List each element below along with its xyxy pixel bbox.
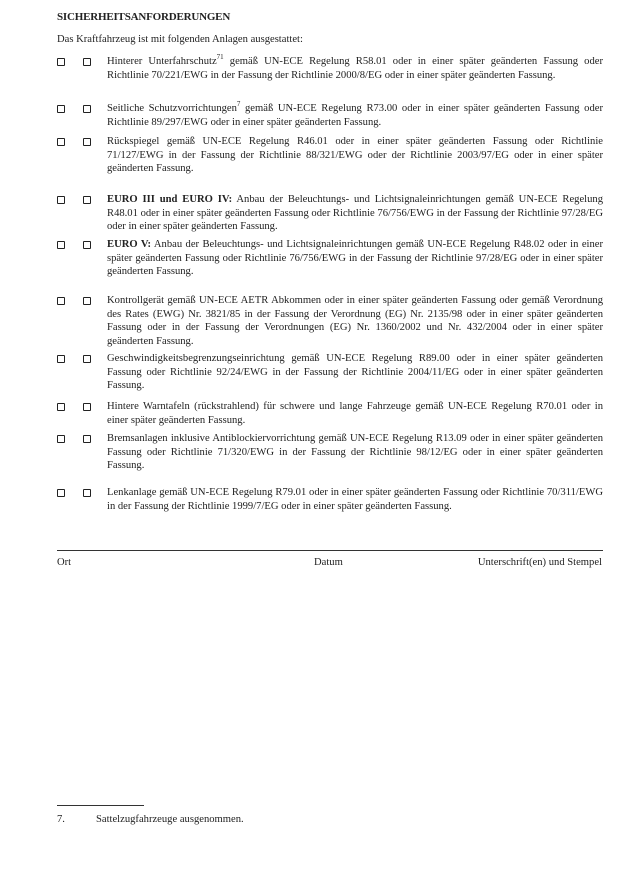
requirement-body: Rückspiegel gemäß UN-ECE Regelung R46.01 oder in einer später geänderten Fassung oder Richtlinie 71/127/EWG in der Fassung der Richtlinie 88/321/EWG oder der Richtlinie 2003/97/EG oder in einer später geänderten Fassung.: [107, 136, 603, 175]
place-label: Ort: [57, 557, 72, 568]
requirement-body: gemäß UN-ECE Regelung R58.01 oder in einer später geänderten Fassung oder Richtlinie 70/221/EWG in der Fassung der Richtlinie 2000/8/EG oder in einer später geänderten Fassung.: [107, 56, 604, 81]
requirement-item: [57, 193, 603, 234]
checkbox-2[interactable]: [83, 489, 91, 497]
intro-text: Das Kraftfahrzeug ist mit folgenden Anlagen ausgestattet:: [57, 34, 303, 45]
requirement-body: Hintere Warntafeln (rückstrahlend) für schwere und lange Fahrzeuge gemäß UN-ECE Regelung R70.01 oder in einer später geänderten Fassung.: [107, 401, 603, 426]
checkbox-1[interactable]: [57, 355, 65, 363]
requirement-item: [57, 400, 603, 427]
footnote-text: Sattelzugfahrzeuge ausgenommen.: [96, 814, 244, 825]
requirement-text: [107, 352, 603, 393]
requirement-item: [57, 294, 603, 348]
footnote-ref: 71: [216, 53, 224, 61]
checkbox-2[interactable]: [83, 58, 91, 66]
section-title: SICHERHEITSANFORDERUNGEN: [57, 11, 231, 23]
requirement-item: [57, 432, 603, 473]
footnote-divider: [57, 805, 144, 806]
requirement-item: [57, 55, 603, 82]
requirement-text: [107, 400, 603, 427]
checkbox-1[interactable]: [57, 403, 65, 411]
requirement-bold-prefix: EURO III und EURO IV:: [107, 194, 233, 205]
requirement-body: Geschwindigkeitsbegrenzungseinrichtung gemäß UN-ECE Regelung R89.00 oder in einer später geänderten Fassung oder Richtlinie 92/24/EWG in der Fassung der Richtlinie 2004/11/EG oder in einer später geänderten Fassung.: [107, 353, 603, 392]
requirement-body: Kontrollgerät gemäß UN-ECE AETR Abkommen oder in einer später geänderten Fassung oder gemäß Verordnung des Rates (EWG) Nr. 3821/85 in der Fassung der Verordnung (EG) Nr. 2135/98 oder in einer später geänderten Fassung oder in der Fassung der Verordnungen (EG) Nr. 1360/2002 und Nr. 432/2004 oder in einer später geänderten Fassung.: [107, 295, 603, 347]
requirement-body: gemäß UN-ECE Regelung R73.00 oder in einer später geänderten Fassung oder Richtlinie 89/297/EWG oder in einer später geänderten Fassung.: [107, 103, 603, 128]
requirement-body: Lenkanlage gemäß UN-ECE Regelung R79.01 oder in einer später geänderten Fassung oder Richtlinie 70/311/EWG in der Fassung der Richtlinie 1999/7/EG oder in einer später geänderten Fassung.: [107, 487, 603, 512]
checkbox-1[interactable]: [57, 138, 65, 146]
requirement-text: [107, 135, 603, 176]
requirement-text: [107, 55, 603, 82]
requirement-item: [57, 135, 603, 176]
checkbox-1[interactable]: [57, 435, 65, 443]
requirement-text: [107, 432, 603, 473]
requirement-term: Seitliche Schutzvorrichtungen: [107, 103, 237, 114]
checkbox-2[interactable]: [83, 435, 91, 443]
checkbox-1[interactable]: [57, 297, 65, 305]
requirement-body: Anbau der Beleuchtungs- und Lichtsignaleinrichtungen gemäß UN-ECE Regelung R48.01 oder in einer später geänderten Fassung oder Richtlinie 76/756/EWG in der Fassung der Richtlinie 97/28/EG oder in einer später geänderten Fassung.: [107, 194, 603, 233]
signature-line: [57, 550, 603, 551]
requirement-term: Hinterer Unterfahrschutz: [107, 56, 217, 67]
requirement-item: [57, 486, 603, 513]
requirement-bold-prefix: EURO V:: [107, 239, 152, 250]
signature-label: Unterschrift(en) und Stempel: [477, 557, 602, 568]
checkbox-2[interactable]: [83, 403, 91, 411]
checkbox-1[interactable]: [57, 105, 65, 113]
requirement-item: [57, 102, 603, 129]
requirement-body: Bremsanlagen inklusive Antiblockiervorrichtung gemäß UN-ECE Regelung R13.09 oder in einer später geänderten Fassung oder Richtlinie 71/320/EWG in der Fassung der Richtlinie 98/12/EG oder in einer später geänderten Fassung.: [107, 433, 603, 472]
checkbox-1[interactable]: [57, 58, 65, 66]
checkbox-1[interactable]: [57, 489, 65, 497]
date-label: Datum: [314, 557, 343, 568]
checkbox-2[interactable]: [83, 105, 91, 113]
requirement-text: [107, 193, 603, 234]
requirement-item: [57, 238, 603, 279]
checkbox-1[interactable]: [57, 196, 65, 204]
footnote-ref: 7: [236, 100, 241, 108]
footnote-number: 7.: [57, 814, 65, 825]
requirement-text: [107, 486, 603, 513]
requirement-body: Anbau der Beleuchtungs- und Lichtsignaleinrichtungen gemäß UN-ECE Regelung R48.02 oder in einer später geänderten Fassung oder Richtlinie 76/756/EWG in der Fassung der Richtlinie 97/28/EG oder in einer später geänderten Fassung.: [107, 239, 603, 278]
checkbox-2[interactable]: [83, 241, 91, 249]
requirement-text: [107, 294, 603, 348]
checkbox-1[interactable]: [57, 241, 65, 249]
requirement-text: [107, 238, 603, 279]
checkbox-2[interactable]: [83, 355, 91, 363]
requirement-item: [57, 352, 603, 393]
checkbox-2[interactable]: [83, 138, 91, 146]
checkbox-2[interactable]: [83, 297, 91, 305]
checkbox-2[interactable]: [83, 196, 91, 204]
requirement-text: [107, 102, 603, 129]
